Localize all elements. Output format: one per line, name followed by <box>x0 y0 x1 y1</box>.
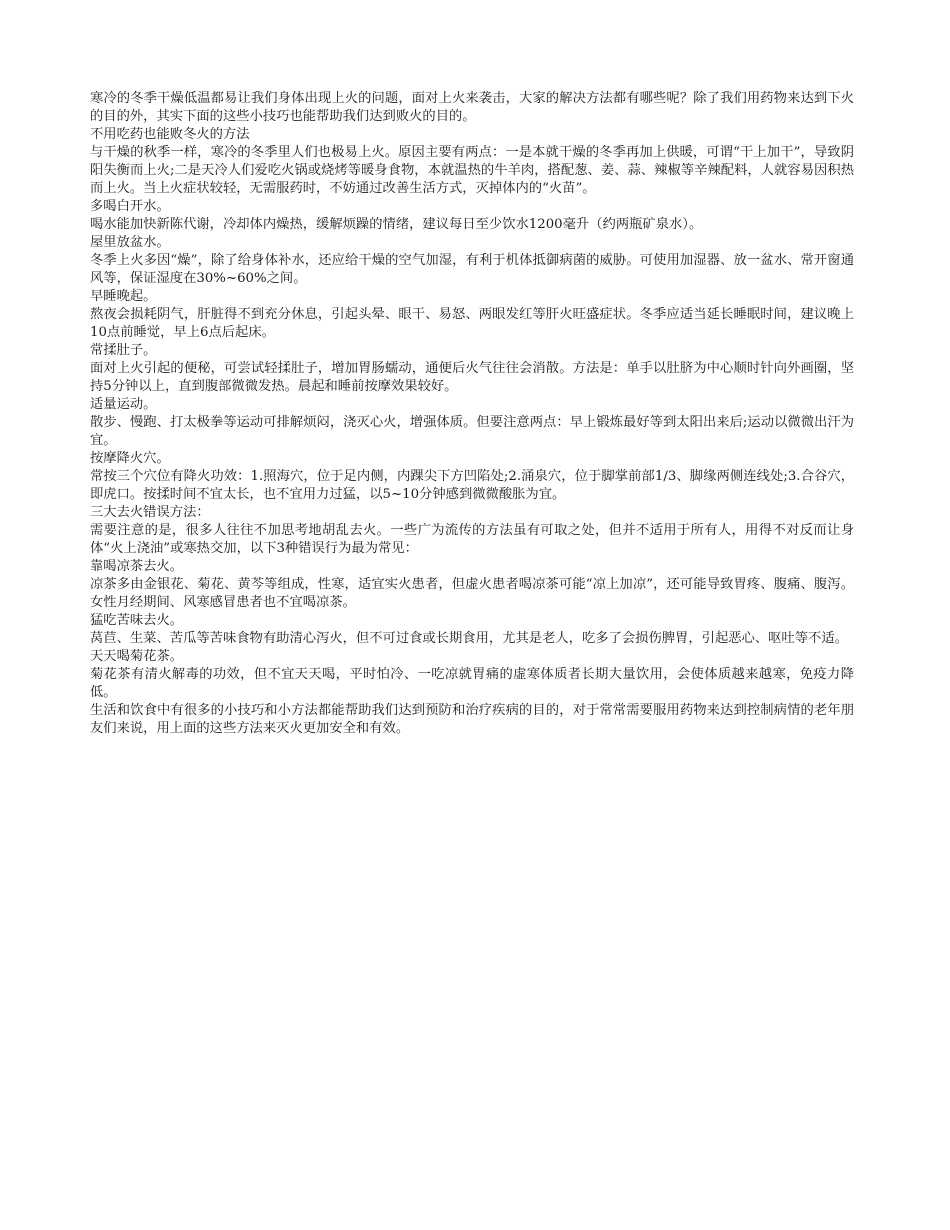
mistake-paragraph-chrysanthemum-tea: 菊花茶有清火解毒的功效，但不宜天天喝，平时怕冷、一吃凉就胃痛的虚寒体质者长期大量饮用，会使体质越来越寒，免疫力降低。 <box>90 667 854 700</box>
tip-paragraph-sleep: 熬夜会损耗阴气，肝脏得不到充分休息，引起头晕、眼干、易怒、两眼发红等肝火旺盛症状。冬季应适当延长睡眠时间，建议晚上10点前睡觉，早上6点后起床。 <box>90 307 854 340</box>
conclusion-paragraph: 生活和饮食中有很多的小技巧和小方法都能帮助我们达到预防和治疗疾病的目的，对于常常需要服用药物来达到控制病情的老年朋友们来说，用上面的这些方法来灭火更加安全和有效。 <box>90 703 854 736</box>
tip-heading-rub-belly: 常揉肚子。 <box>90 343 157 358</box>
section-paragraph-mistakes: 需要注意的是，很多人往往不加思考地胡乱去火。一些广为流传的方法虽有可取之处，但并不适用于所有人，用得不对反而让身体“火上浇油”或寒热交加，以下3种错误行为最为常见： <box>90 523 854 556</box>
tip-heading-exercise: 适量运动。 <box>90 397 157 412</box>
tip-paragraph-drink-water: 喝水能加快新陈代谢，冷却体内燥热，缓解烦躁的情绪，建议每日至少饮水1200毫升（约两瓶矿泉水）。 <box>90 217 703 232</box>
tip-paragraph-acupoints: 常按三个穴位有降火功效：1.照海穴，位于足内侧，内踝尖下方凹陷处;2.涌泉穴，位于脚掌前部1/3、脚缘两侧连线处;3.合谷穴，即虎口。按揉时间不宜太长，也不宜用力过猛，以5~10分钟感到微微酸胀为宜。 <box>90 469 854 502</box>
section-paragraph-causes: 与干燥的秋季一样，寒冷的冬季里人们也极易上火。原因主要有两点：一是本就干燥的冬季再加上供暖，可谓“干上加干”，导致阴阳失衡而上火;二是天冷人们爱吃火锅或烧烤等暖身食物，本就温热的牛羊肉，搭配葱、姜、蒜、辣椒等辛辣配料，人就容易因积热而上火。当上火症状较轻，无需服药时，不妨通过改善生活方式，灭掉体内的“火苗”。 <box>90 145 854 196</box>
mistake-heading-chrysanthemum-tea: 天天喝菊花茶。 <box>90 649 184 664</box>
tip-heading-basin-of-water: 屋里放盆水。 <box>90 235 170 250</box>
mistake-paragraph-herbal-tea: 凉茶多由金银花、菊花、黄芩等组成，性寒，适宜实火患者，但虚火患者喝凉茶可能“凉上加凉”，还可能导致胃疼、腹痛、腹泻。女性月经期间、风寒感冒患者也不宜喝凉茶。 <box>90 577 854 610</box>
document-body <box>90 90 854 738</box>
mistake-heading-bitter-food: 猛吃苦味去火。 <box>90 613 184 628</box>
tip-paragraph-exercise: 散步、慢跑、打太极拳等运动可排解烦闷，浇灭心火，增强体质。但要注意两点：早上锻炼最好等到太阳出来后;运动以微微出汗为宜。 <box>90 415 854 448</box>
section-heading-no-medicine: 不用吃药也能败冬火的方法 <box>90 127 250 142</box>
tip-heading-sleep: 早睡晚起。 <box>90 289 157 304</box>
tip-heading-acupoints: 按摩降火穴。 <box>90 451 170 466</box>
mistake-heading-herbal-tea: 靠喝凉茶去火。 <box>90 559 184 574</box>
tip-heading-drink-water: 多喝白开水。 <box>90 199 170 214</box>
tip-paragraph-rub-belly: 面对上火引起的便秘，可尝试轻揉肚子，增加胃肠蠕动，通便后火气往往会消散。方法是：单手以肚脐为中心顺时针向外画圈，坚持5分钟以上，直到腹部微微发热。晨起和睡前按摩效果较好。 <box>90 361 854 394</box>
tip-paragraph-basin-of-water: 冬季上火多因“燥”，除了给身体补水，还应给干燥的空气加湿，有利于机体抵御病菌的威胁。可使用加湿器、放一盆水、常开窗通风等，保证湿度在30%~60%之间。 <box>90 253 854 286</box>
intro-paragraph: 寒冷的冬季干燥低温都易让我们身体出现上火的问题，面对上火来袭击，大家的解决方法都有哪些呢？除了我们用药物来达到下火的目的外，其实下面的这些小技巧也能帮助我们达到败火的目的。 <box>90 91 854 124</box>
section-heading-mistakes: 三大去火错误方法： <box>90 505 210 520</box>
mistake-paragraph-bitter-food: 莴苣、生菜、苦瓜等苦味食物有助清心泻火，但不可过食或长期食用，尤其是老人，吃多了会损伤脾胃，引起恶心、呕吐等不适。 <box>90 631 848 646</box>
